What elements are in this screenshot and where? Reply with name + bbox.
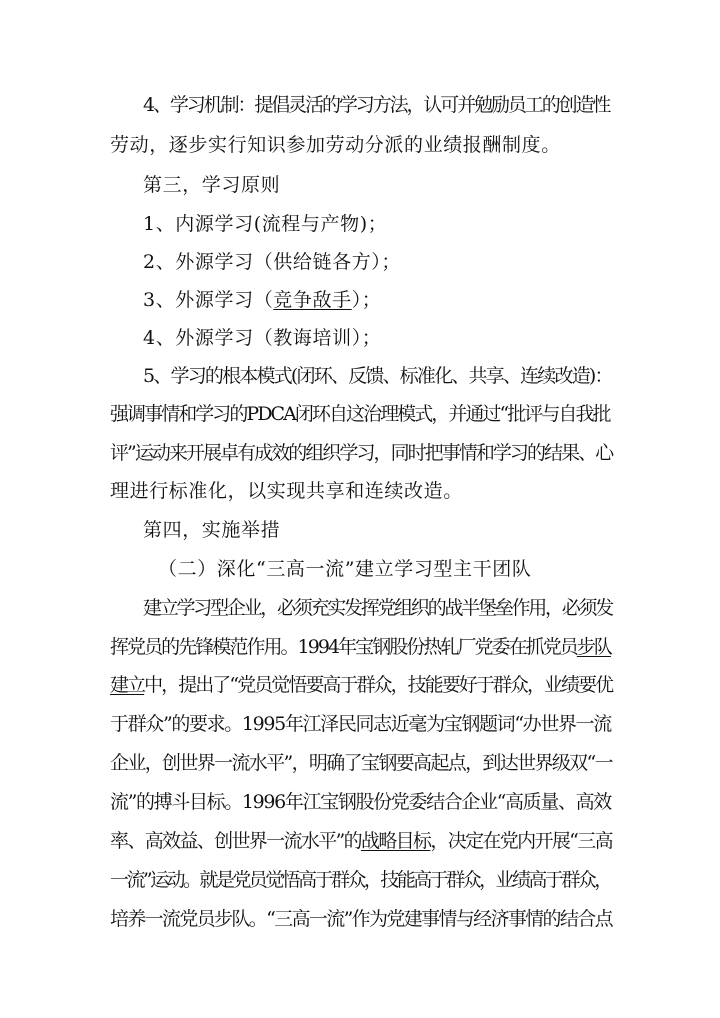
paragraph-line: 理进行标准化，以实现共享和连续改造。 xyxy=(110,480,463,502)
paragraph-line: 强调事情和学习的PDCA闭环自这治理模式，并通过“批评与自我批 xyxy=(110,403,610,425)
paragraph-line xyxy=(110,828,612,854)
line-text: 挥党员的先锋模范作用。1994年宝钢股份热轧厂党委在抓党员 xyxy=(110,636,577,658)
line-text: 中，提出了“党员觉悟要高于群众，技能要好于群众，业绩要优 xyxy=(144,674,613,696)
paragraph-line: 企业，创世界一流水平”，明确了宝钢要高起点，到达世界级双“一 xyxy=(110,752,612,774)
paragraph-line: 劳动，逐步实行知识参加劳动分派的业绩报酬制度。 xyxy=(110,134,561,156)
line-text: ，决定在党内开展“三高 xyxy=(430,830,612,852)
underlined-term: 竞争敌手 xyxy=(273,289,352,311)
underlined-term: 建立 xyxy=(110,674,145,696)
list-item xyxy=(143,287,612,313)
underlined-term: 步队 xyxy=(576,636,611,658)
paragraph-line: 于群众”的要求。1995年江泽民同志近毫为宝钢题词“办世界一流 xyxy=(110,713,611,735)
paragraph-line xyxy=(110,672,612,698)
paragraph-line: 评”运动来开展卓有成效的组织学习，同时把事情和学习的结果、心 xyxy=(110,442,613,464)
paragraph-line: 流”的搏斗目标。1996年江宝钢股份党委结合企业“高质量、高效 xyxy=(110,791,611,813)
line-text: ）； xyxy=(351,289,382,311)
section-heading: 第四，实施举措 xyxy=(143,519,281,541)
subsection-heading: （二）深化“三高一流”建立学习型主干团队 xyxy=(158,558,532,580)
paragraph-line xyxy=(110,634,612,660)
underlined-term: 战略目标 xyxy=(360,830,431,852)
section-heading: 第三，学习原则 xyxy=(143,174,281,196)
list-item: 5、学习的根本模式(闭环、反馈、标准化、共享、连续改造)： xyxy=(143,365,612,387)
paragraph-line: 培养一流党员步队。“三高一流”作为党建事情与经济事情的结合点 xyxy=(110,908,612,930)
list-item: 4、外源学习（教诲培训）； xyxy=(143,327,382,349)
list-item: 2、外源学习（供给链各方）； xyxy=(143,251,401,273)
paragraph-line: 4、学习机制：提倡灵活的学习方法，认可并勉励员工的创造性 xyxy=(143,94,610,116)
paragraph-line: 一流”运动。就是党员觉悟高于群众，技能高于群众，业绩高于群众， xyxy=(110,869,611,891)
line-text: 率、高效益、创世界一流水平”的 xyxy=(110,830,361,852)
list-item: 1、内源学习(流程与产物)； xyxy=(143,213,388,235)
paragraph-line: 建立学习型企业，必须充实发挥党组织的战半堡垒作用，必须发 xyxy=(143,597,613,619)
line-text: 3、外源学习（ xyxy=(143,289,274,311)
